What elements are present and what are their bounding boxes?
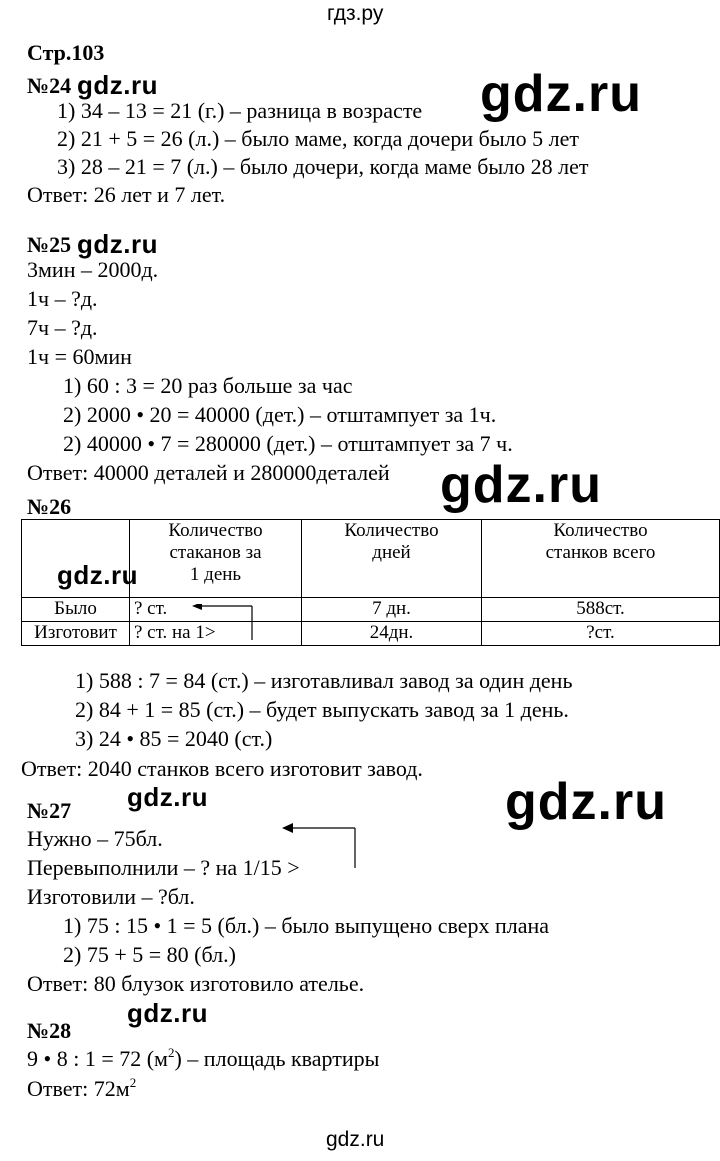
task-27-answer: Ответ: 80 блузок изготовило ателье.	[27, 971, 365, 996]
task-25-step: 2) 40000 • 7 = 280000 (дет.) – отштампует за 7 ч.	[63, 431, 513, 456]
header-line: Количество	[553, 520, 648, 541]
header-line: дней	[372, 542, 411, 563]
table-cell: 7 дн.	[302, 598, 482, 622]
page-title: Стр.103	[27, 40, 105, 65]
task-25-given: 1ч – ?д.	[27, 286, 98, 311]
task-25-number: №25	[27, 232, 72, 257]
table-cell: ?ст.	[482, 622, 720, 646]
task-27-step: 2) 75 + 5 = 80 (бл.)	[63, 942, 236, 967]
task-26-step: 3) 24 • 85 = 2040 (ст.)	[75, 726, 273, 751]
task-26-step: 1) 588 : 7 = 84 (ст.) – изготавливал завод за один день	[75, 668, 573, 693]
task-27-given: Перевыполнили – ? на 1/15 >	[27, 855, 300, 880]
table-arrow-icon	[190, 604, 260, 644]
header-line: Количество	[168, 520, 263, 541]
table-header-cell	[482, 520, 720, 598]
watermark: gdz.ru	[77, 70, 158, 100]
table-cell: Изготовит	[22, 622, 130, 646]
task-24-step: 2) 21 + 5 = 26 (л.) – было маме, когда дочери было 5 лет	[57, 126, 579, 151]
task-25-given: 1ч = 60мин	[27, 344, 132, 369]
task-27-number: №27	[27, 798, 72, 823]
task-27-given: Изготовили – ?бл.	[27, 884, 195, 909]
task-28-step-main: 9 • 8 : 1 = 72 (м	[27, 1046, 168, 1071]
watermark: gdz.ru	[127, 998, 208, 1028]
task-24-step: 3) 28 – 21 = 7 (л.) – было дочери, когда маме было 28 лет	[57, 154, 589, 179]
table-header-cell	[130, 520, 302, 598]
header-line: 1 день	[189, 564, 242, 585]
task-26-number: №26	[27, 494, 72, 519]
task-28-answer	[27, 1076, 136, 1102]
table-row	[22, 622, 720, 646]
superscript: 2	[129, 1075, 137, 1090]
watermark: gdz.ru	[77, 229, 158, 259]
task-24-step: 1) 34 – 13 = 21 (г.) – разница в возрасте	[57, 98, 423, 123]
table-row	[22, 598, 720, 622]
task-25-given: 7ч – ?д.	[27, 315, 98, 340]
superscript: 2	[167, 1045, 175, 1060]
task-28-step-tail: ) – площадь квартиры	[174, 1046, 380, 1071]
task-25-answer: Ответ: 40000 деталей и 280000деталей	[27, 460, 390, 485]
table-header-cell	[302, 520, 482, 598]
task-28-answer-main: Ответ: 72м	[27, 1076, 130, 1101]
task-24-answer: Ответ: 26 лет и 7 лет.	[27, 182, 226, 207]
task-28-number: №28	[27, 1018, 72, 1043]
watermark: gdz.ru	[127, 782, 208, 812]
table-cell: 24дн.	[302, 622, 482, 646]
task-27-given: Нужно – 75бл.	[27, 826, 163, 851]
table-cell: ? ст. на 1>	[130, 622, 302, 646]
task-24-number: №24	[27, 73, 72, 98]
task-25-step: 2) 2000 • 20 = 40000 (дет.) – отштампует за 1ч.	[63, 402, 497, 427]
task-28-step	[27, 1046, 379, 1072]
task-25-given: 3мин – 2000д.	[27, 257, 159, 282]
table-cell: Было	[22, 598, 130, 622]
watermark: gdz.ru	[505, 773, 667, 831]
task-27-step: 1) 75 : 15 • 1 = 5 (бл.) – было выпущено сверх плана	[63, 913, 550, 938]
table-cell: 588ст.	[482, 598, 720, 622]
task-26-answer: Ответ: 2040 станков всего изготовит завод.	[21, 756, 423, 781]
watermark: gdz.ru	[440, 456, 602, 514]
header-line: стаканов за	[169, 542, 262, 563]
task-27-arrow-icon	[280, 822, 360, 872]
watermark: gdz.ru	[57, 560, 138, 590]
site-header: гдз.ру	[327, 2, 384, 25]
task-25-step: 1) 60 : 3 = 20 раз больше за час	[63, 373, 353, 398]
task-26-step: 2) 84 + 1 = 85 (ст.) – будет выпускать завод за 1 день.	[75, 697, 569, 722]
watermark: gdz.ru	[480, 65, 642, 123]
header-line: станков всего	[545, 542, 656, 563]
table-cell: ? ст.	[130, 598, 302, 622]
site-footer: gdz.ru	[326, 1128, 385, 1151]
header-line: Количество	[344, 520, 439, 541]
